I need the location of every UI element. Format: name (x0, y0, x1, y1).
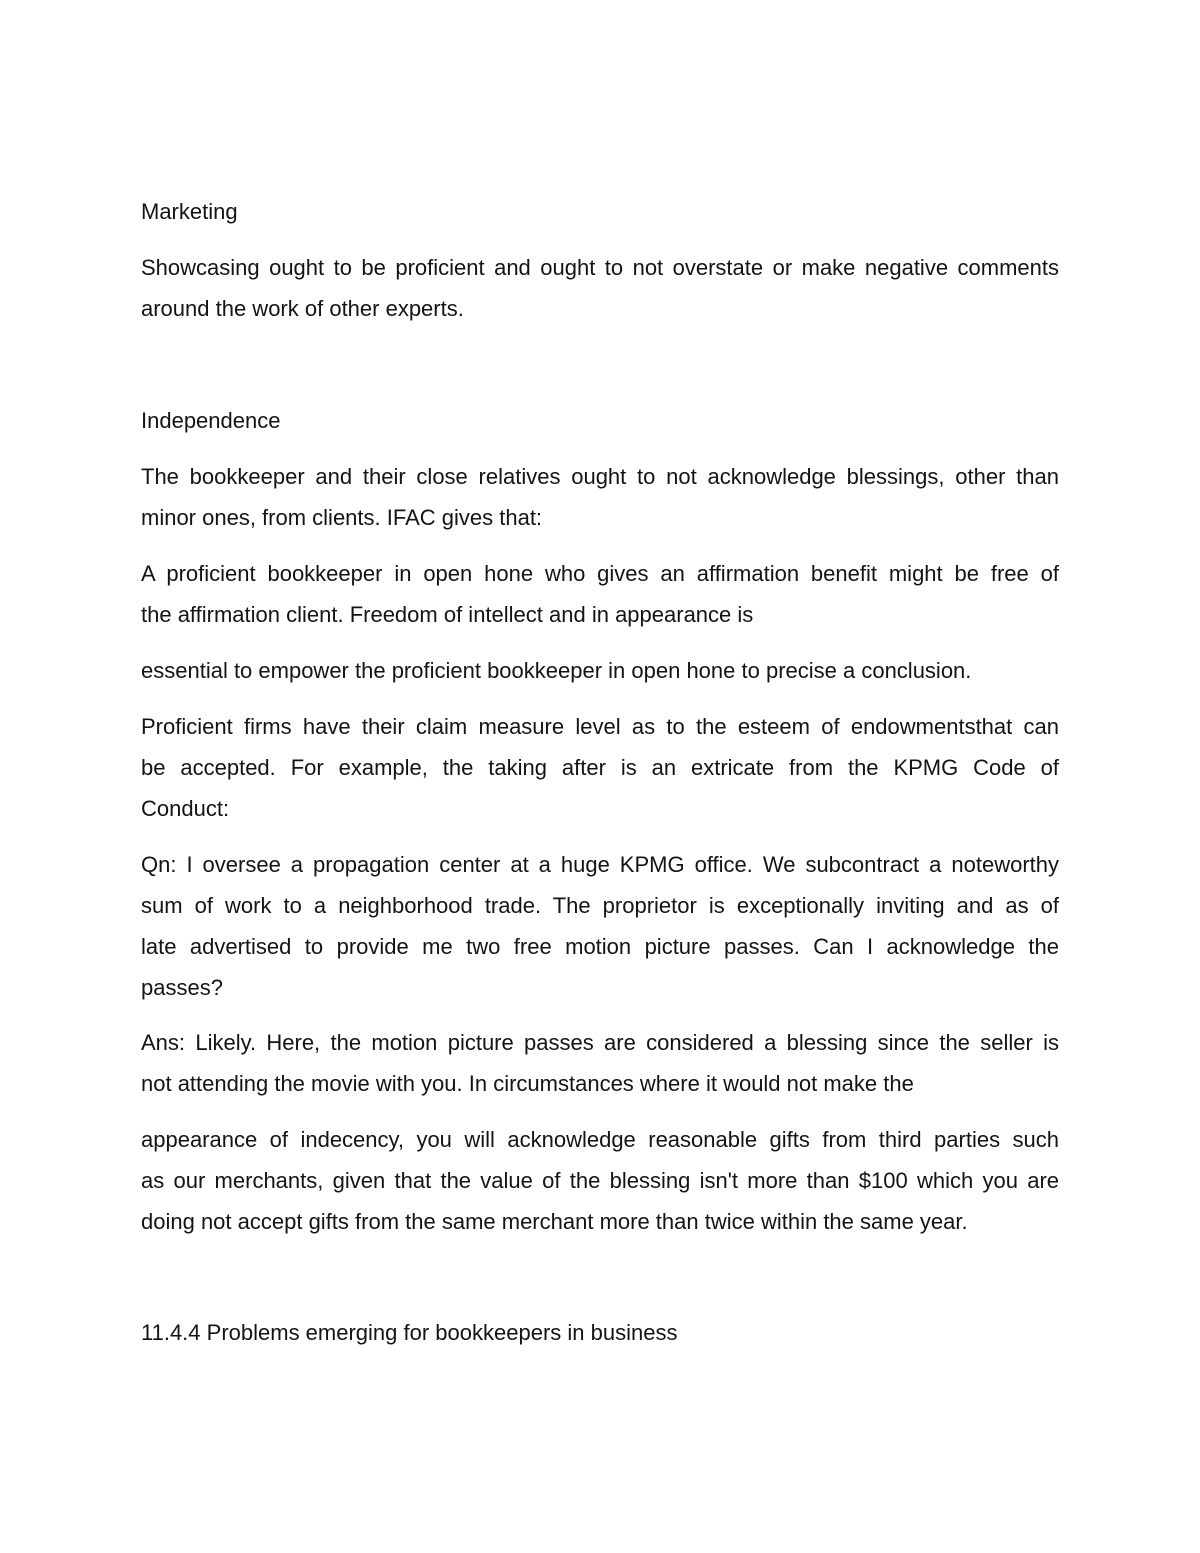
question-text-line-3: late advertised to provide me two free motion picture passes. Can I acknowledge the (141, 934, 1059, 959)
independence-text-line-2: minor ones, from clients. IFAC gives that: (141, 505, 543, 530)
answer-text-line-2: not attending the movie with you. In circumstances where it would not make the (141, 1071, 914, 1096)
independence-text-line-1: The bookkeeper and their close relatives ought to not acknowledge blessings, other than (141, 464, 1059, 489)
appearance-text-line-2: as our merchants, given that the value of the blessing isn't more than $100 which you are (141, 1168, 1059, 1193)
marketing-text-line-2: around the work of other experts. (141, 296, 464, 321)
marketing-text-line-1: Showcasing ought to be proficient and ought to not overstate or make negative comments (141, 255, 1059, 280)
ifac-text-line-1: A proficient bookkeeper in open hone who gives an affirmation benefit might be free of (141, 561, 1059, 586)
answer-text-line-1: Ans: Likely. Here, the motion picture passes are considered a blessing since the seller is (141, 1030, 1059, 1055)
firms-text-line-2: be accepted. For example, the taking after is an extricate from the KPMG Code of (141, 755, 1059, 780)
section-heading: 11.4.4 Problems emerging for bookkeepers in business (141, 1320, 678, 1345)
firms-text-line-1: Proficient firms have their claim measure level as to the esteem of endowmentsthat can (141, 714, 1059, 739)
appearance-text-line-1: appearance of indecency, you will acknowledge reasonable gifts from third parties such (141, 1127, 1059, 1152)
ifac-text-line-2: the affirmation client. Freedom of intellect and in appearance is (141, 602, 754, 627)
independence-heading: Independence (141, 408, 281, 433)
question-text-line-2: sum of work to a neighborhood trade. The proprietor is exceptionally inviting and as of (141, 893, 1059, 918)
firms-text-line-3: Conduct: (141, 796, 230, 821)
appearance-text-line-3: doing not accept gifts from the same merchant more than twice within the same year. (141, 1209, 968, 1234)
marketing-heading: Marketing (141, 199, 238, 224)
question-text-line-1: Qn: I oversee a propagation center at a huge KPMG office. We subcontract a noteworthy (141, 852, 1059, 877)
question-text-line-4: passes? (141, 975, 223, 1000)
essential-text-line: essential to empower the proficient bookkeeper in open hone to precise a conclusion. (141, 658, 972, 683)
